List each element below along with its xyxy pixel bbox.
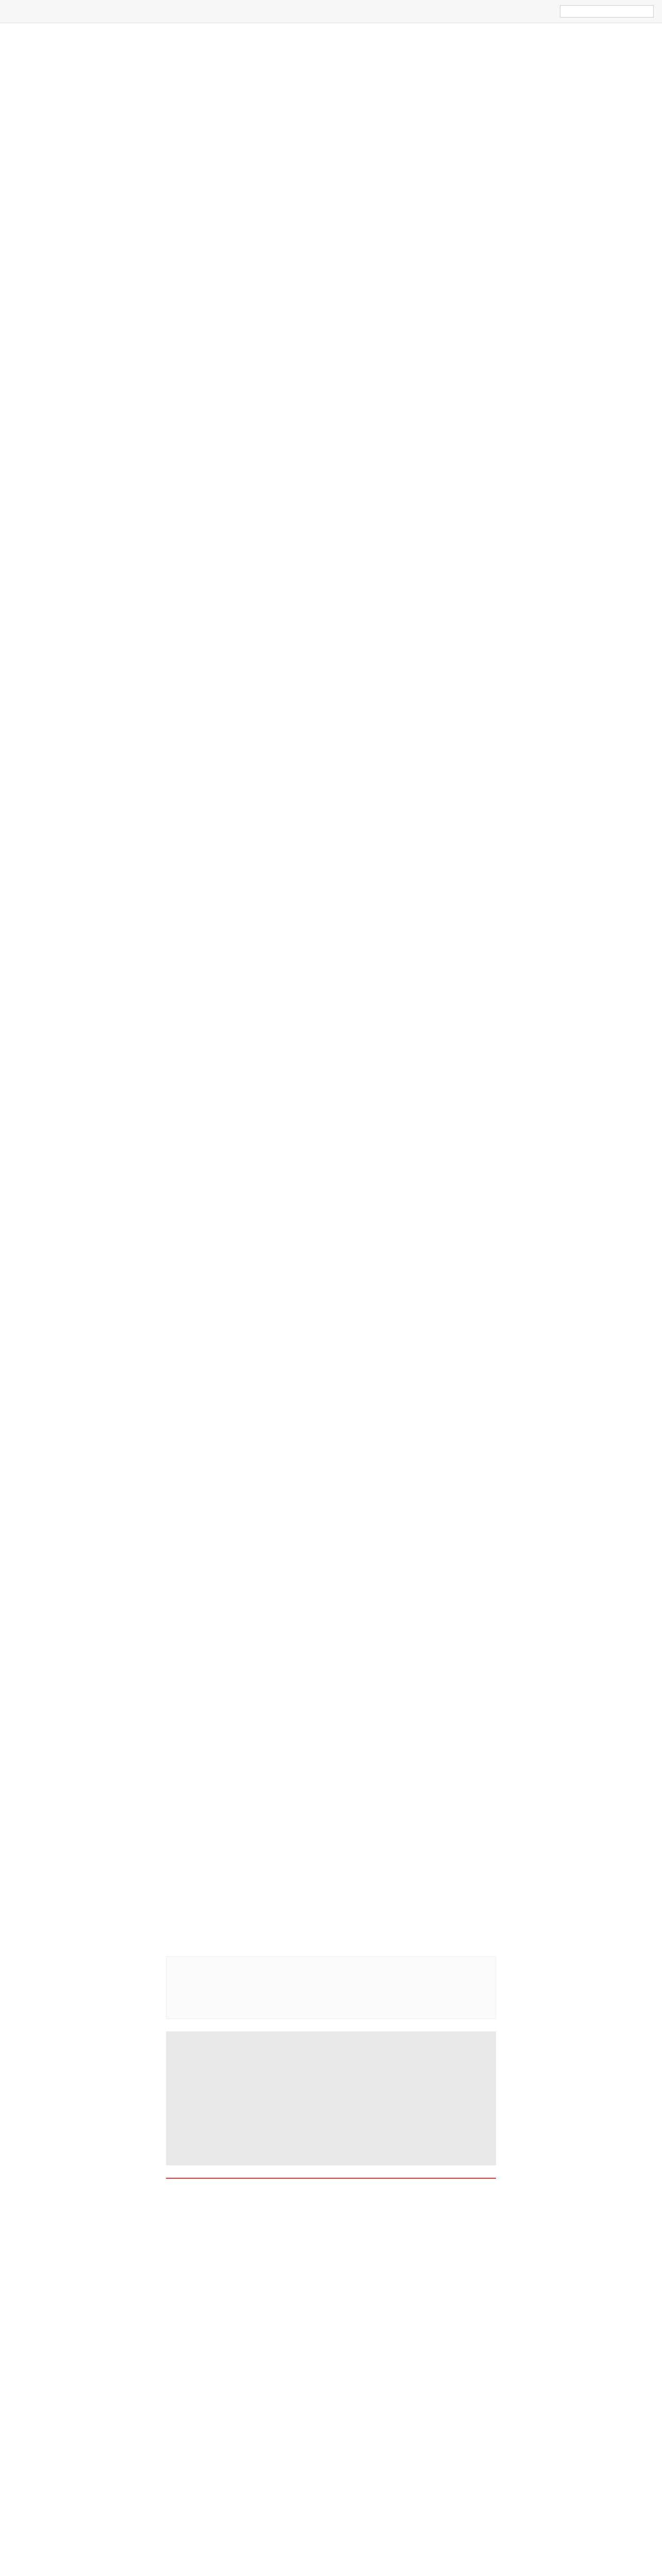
- comments-section: [166, 2178, 496, 2385]
- top-navigation-bar: [0, 0, 662, 23]
- chapter-body: [166, 89, 496, 1944]
- main-content: [166, 23, 496, 2385]
- rating-panel[interactable]: [166, 1956, 496, 2019]
- chapter-title: [166, 61, 496, 77]
- search-input[interactable]: [560, 5, 654, 18]
- promo-banner[interactable]: [166, 2031, 496, 2165]
